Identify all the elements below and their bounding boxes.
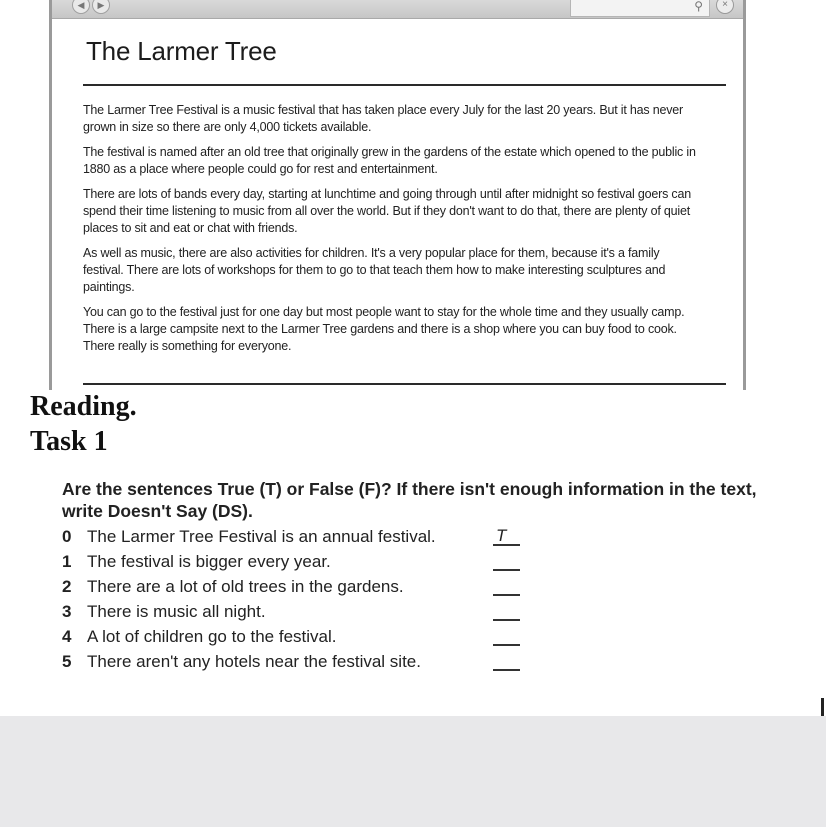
answer-blank[interactable]: T (493, 526, 520, 546)
answer-blank[interactable] (493, 576, 520, 596)
question-number: 2 (62, 577, 72, 596)
divider-top (83, 84, 726, 86)
answer-blank[interactable] (493, 551, 520, 571)
question-item (62, 524, 532, 549)
question-text: The Larmer Tree Festival is an annual festival. (87, 527, 436, 546)
answer-blank[interactable] (493, 626, 520, 646)
question-number: 3 (62, 602, 72, 621)
close-icon[interactable]: × (716, 0, 734, 14)
question-item (62, 649, 532, 674)
article-paragraph: There are lots of bands every day, starting at lunchtime and going through until after midnight so festival goers can spend their time listening to music from all over the world. But if they don't want to do that, there are plenty of quiet places to sit and eat or chat with friends. (83, 187, 691, 235)
article-title: The Larmer Tree (86, 36, 277, 66)
question-item (62, 599, 532, 624)
article-paragraph: The festival is named after an old tree that originally grew in the gardens of the estate which opened to the public in 1880 as a place where people could go for rest and entertainment. (83, 145, 696, 176)
article-paragraph: The Larmer Tree Festival is a music festival that has taken place every July for the last 20 years. But it has never grown in size so there are only 4,000 tickets available. (83, 103, 683, 134)
question-number: 5 (62, 652, 72, 671)
article-paragraph: You can go to the festival just for one day but most people want to stay for the whole time and they usually camp. There is a large campsite next to the Larmer Tree gardens and there is a shop where you can buy food to cook. There really is something for everyone. (83, 305, 685, 353)
footer-area (0, 716, 826, 827)
answer-blank[interactable] (493, 601, 520, 621)
browser-toolbar (52, 0, 743, 19)
question-text: A lot of children go to the festival. (87, 627, 337, 646)
question-text: The festival is bigger every year. (87, 552, 331, 571)
back-icon[interactable]: ◀ (72, 0, 90, 14)
article-body (83, 102, 703, 363)
task-instructions: Are the sentences True (T) or False (F)? If there isn't enough information in the text, write Doesn't Say (DS). (62, 479, 757, 521)
answer-blank[interactable] (493, 651, 520, 671)
task-heading: Task 1 (30, 426, 108, 457)
question-item (62, 624, 532, 649)
forward-icon[interactable]: ▶ (92, 0, 110, 14)
divider-bottom (83, 383, 726, 385)
question-number: 1 (62, 552, 72, 571)
question-list (62, 524, 532, 674)
page-edge (746, 0, 826, 392)
article-paragraph: As well as music, there are also activities for children. It's a very popular place for them, because it's a family festival. There are lots of workshops for them to go to that teach them how to make interesting sculptures and paintings. (83, 246, 666, 294)
question-text: There is music all night. (87, 602, 266, 621)
question-text: There are a lot of old trees in the gardens. (87, 577, 404, 596)
section-heading: Reading. (30, 391, 137, 422)
question-number: 0 (62, 527, 72, 546)
question-item (62, 549, 532, 574)
search-input[interactable] (570, 0, 710, 17)
question-text: There aren't any hotels near the festival site. (87, 652, 421, 671)
search-icon[interactable]: ⚲ (694, 0, 703, 13)
article-window (49, 0, 746, 390)
page-edge-mark (821, 698, 824, 716)
question-number: 4 (62, 627, 72, 646)
question-item (62, 574, 532, 599)
